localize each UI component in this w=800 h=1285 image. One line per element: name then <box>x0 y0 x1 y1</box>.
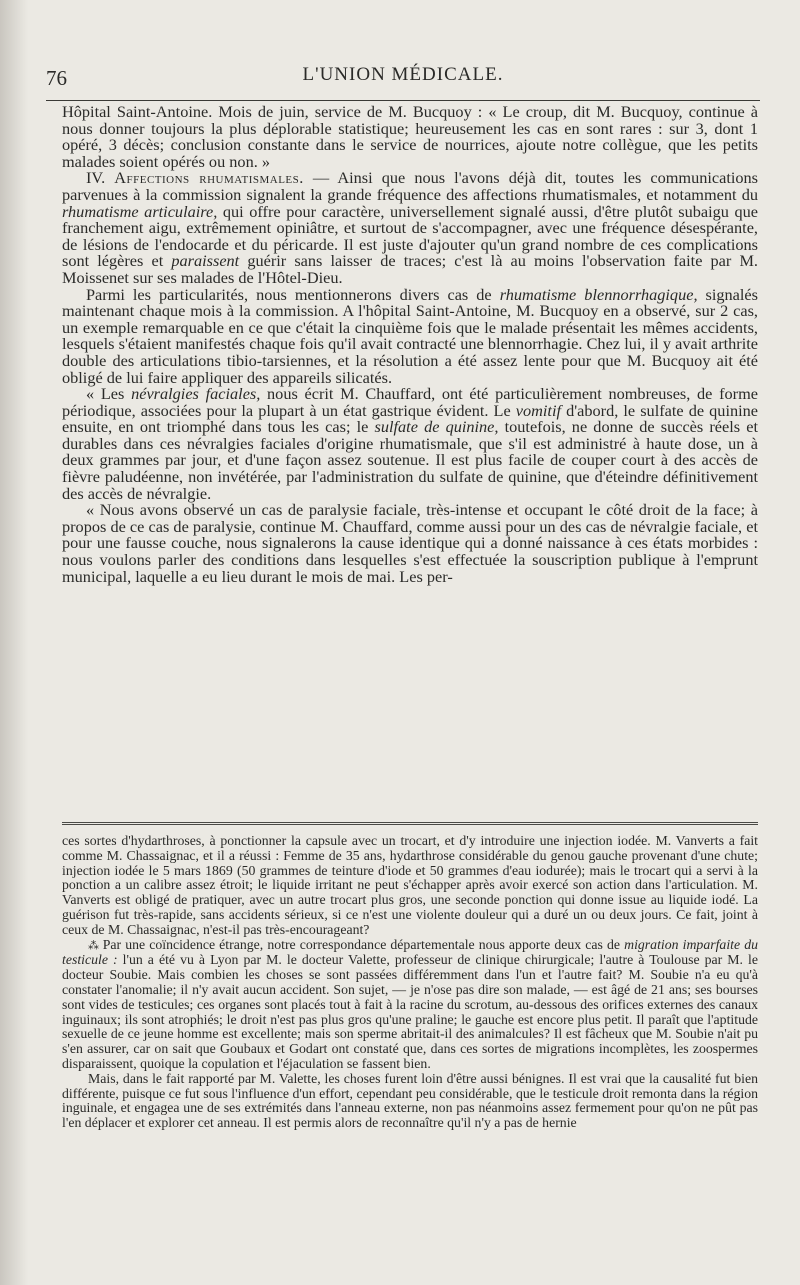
main-text <box>62 104 758 585</box>
paragraph-nevralgies-faciales: « Les névralgies faciales, nous écrit M. Chauffard, ont été particulièrement nombreuses, de forme périodique, associées pour la plupart à un état gastrique évident. Le vomitif d'abord, le sulfate de quinine ensuite, en ont triomphé dans tous les cas; le sulfate de quinine, toutefois, ne donne de succès réels et durables dans ces névralgies faciales d'origine rhumatismale, que s'il est administré à haute dose, un à deux grammes par jour, et d'une façon assez soutenue. Il est plus facile de couper court à des accès de fièvre paludéenne, non invétérée, par l'administration du sulfate de quinine, que d'éteindre définitivement des accès de névralgie. <box>62 384 758 503</box>
paragraph-paralysie-faciale: « Nous avons observé un cas de paralysie faciale, très-intense et occupant le côté droit de la face; à propos de ce cas de paralysie, continue M. Chauffard, comme aussi pour un des cas de névralgie faciale, et pour une fausse couche, nous signalerons la cause identique qui a donné naissance à ces états morbides : nous voulons parler des conditions dans lesquelles s'est effectuée la souscription publique à l'emprunt municipal, laquelle a eu lieu durant le mois de mai. Les per- <box>62 500 758 586</box>
paragraph-croup: Hôpital Saint-Antoine. Mois de juin, service de M. Bucquoy : « Le croup, dit M. Bucquoy, continue à nous donner toujours la plus déplorable statistique; heureusement les cas en sont rares : sur 3, dont 1 opéré, 3 décès; conclusion constante dans le service de nourrices, ajoute notre collègue, que les petits malades soient opérés ou non. » <box>62 102 758 171</box>
footnote-rule <box>62 822 758 825</box>
page-number: 76 <box>46 66 67 90</box>
note-valette: Mais, dans le fait rapporté par M. Valette, les choses furent loin d'être aussi bénignes. Il est vrai que la causalité fut bien différente, puisque ce fut sous l'influence d'un effort, cependant peu considérable, que le testicule droit remonta dans la région inguinale, et engagea une de ses extrémités dans l'anneau externe, non pas néanmoins assez fermement pour qu'on ne pût pas l'en déplacer et explorer cet anneau. Il est permis alors de reconnaître qu'il n'y a pas de hernie <box>62 1070 758 1131</box>
asterism-icon: ⁂ <box>88 939 99 952</box>
paragraph-rhumatisme-blennorrhagique: Parmi les particularités, nous mentionnerons divers cas de rhumatisme blennorrhagique, signalés maintenant chaque mois à la commission. A l'hôpital Saint-Antoine, M. Bucquoy en a observé, sur 2 cas, un exemple remarquable en ce que c'était la cinquième fois que le malade présentait les mêmes accidents, lesquels s'étaient manifestés chaque fois qu'il avait contracté une blennorrhagie. Chez lui, il y avait arthrite double des articulations tibio-tarsiennes, et la résolution a été assez lente pour que M. Bucquoy ait été obligé de lui faire appliquer des appareils silicatés. <box>62 284 758 387</box>
notes-text <box>62 834 758 1131</box>
running-title: L'UNION MÉDICALE. <box>302 64 504 85</box>
section-heading: Affections rhumatismales. <box>114 168 304 188</box>
paragraph-affections-rhumatismales: IV. Affections rhumatismales. — Ainsi que nous l'avons déjà dit, toutes les communications parvenues à la commission signalent la grande fréquence des affections rhumatismales, et notamment du rhumatisme articulaire, qui offre pour caractère, universellement signalé aussi, d'être plutôt subaigu que franchement aigu, extrêmement opiniâtre, et surtout de s'accompagner, avec une fréquence désespérante, de lésions de l'endocarde et du péricarde. Il est juste d'ajouter qu'un grand nombre de ces complications sont légères et paraissent guérir sans laisser de traces; c'est là au moins l'observation faite par M. Moissenet sur ses malades de l'Hôtel-Dieu. <box>62 168 758 287</box>
header-rule <box>46 100 760 101</box>
page-header <box>46 62 760 88</box>
note-hydarthrose: ces sortes d'hydarthroses, à ponctionner la capsule avec un trocart, et d'y introduire une injection iodée. M. Vanverts a fait comme M. Chassaignac, et il a réussi : Femme de 35 ans, hydarthrose considérable du genou gauche provenant d'une chute; injection iodée le 5 mars 1869 (50 grammes de teinture d'iode et 50 grammes d'eau iodurée); mais le trocart qui a servi à la ponction a un calibre assez étroit; le liquide irritant ne peut s'échapper après avoir exercé son action dans l'articulation. M. Vanverts est obligé de pratiquer, avec un autre trocart plus gros, une seconde ponction qui donne issue au liquide iodé. La guérison fut très-rapide, sans accidents sérieux, si ce n'est une violente douleur qui a duré un ou deux jours. Ce fait, joint à ceux de M. Chassaignac, n'est-il pas très-encourageant? <box>62 833 758 937</box>
note-migration-testicule: ⁂ Par une coïncidence étrange, notre correspondance départementale nous apporte deux cas de migration imparfaite du testicule : l'un a été vu à Lyon par M. le docteur Valette, professeur de clinique chirurgicale; l'autre à Toulouse par M. le docteur Soubie. Mais combien les choses se sont passées différemment dans l'un et l'autre fait? M. Soubie n'a eu qu'à constater l'anomalie; il n'y avait aucun accident. Son sujet, — je n'ose pas dire son malade, — est âgé de 21 ans; ses bourses sont vides de testicules; ces organes sont placés tout à fait à la racine du scrotum, au-dessous des orifices externes des canaux inguinaux; ils sont atrophiés; le droit n'est pas plus gros qu'une praline; le gauche est encore plus petit. Il paraît que l'aptitude sexuelle de ce jeune homme est excellente; mais son sperme abritait-il des animalcules? Il est fâcheux que M. Soubie n'ait pu s'en assurer, car on sait que Goubaux et Godart ont constaté que, dans ces sortes de migrations incomplètes, les zoospermes disparaissent, quoique la copulation et l'éjaculation se fassent bien. <box>62 936 758 1071</box>
binding-shadow <box>0 0 28 1285</box>
